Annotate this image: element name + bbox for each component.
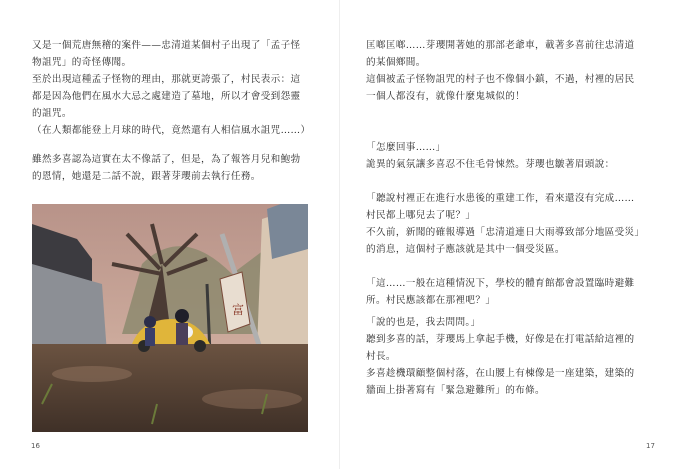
right-paragraph-6: 不久前，新聞的確報導過「忠清道連日大雨導致部分地區受災」的消息，這個村子應該就是其中一個受災區。 [366, 227, 640, 255]
right-paragraph-10: 多喜趁機環顧整個村落，在山腰上有棟像是一座建築，建築的牆面上掛著寫有「緊急避難所」的布條。 [366, 368, 635, 396]
page-number-left: 16 [31, 442, 40, 450]
car-wheel [194, 340, 206, 352]
left-paragraph-2: 至於出現這種孟子怪物的理由，那就更誇張了，村民表示：這都是因為他們在風水大忌之處建造了墓地，所以才會受到怨靈的詛咒。 [32, 74, 301, 119]
right-paragraph-3: 「怎麼回事……」 [366, 142, 446, 153]
book-gutter [339, 0, 340, 469]
left-paragraph-1: 又是一個荒唐無稽的案件——忠清道某個村子出現了「孟子怪物詛咒」的奇怪傳聞。 [32, 40, 301, 68]
puddle [52, 366, 132, 382]
page-number-right: 17 [646, 442, 655, 450]
right-paragraph-1: 匡啷匡啷……芽瓔開著她的那部老爺車，載著多喜前往忠清道的某個鄉間。 [366, 40, 635, 68]
right-paragraph-5: 「聽說村裡正在進行水患後的重建工作，看來還沒有完成……村民都上哪兒去了呢？」 [366, 193, 635, 221]
right-paragraph-8: 「說的也是，我去問問。」 [366, 317, 481, 328]
left-paragraph-4: 雖然多喜認為這實在太不像話了，但是，為了報答月兒和鮑勃的恩情，她還是二話不說，跟著芽瓔前去執行任務。 [32, 154, 301, 182]
right-paragraph-9: 聽到多喜的話，芽瓔馬上拿起手機，好像是在打電話給這裡的村長。 [366, 334, 635, 362]
right-paragraph-2: 這個被孟子怪物詛咒的村子也不像個小鎮，不過，村裡的居民一個人都沒有，就像什麼鬼城似的！ [366, 74, 635, 102]
story-illustration [32, 204, 308, 432]
character-body [176, 323, 188, 345]
banner-sign-text: 富 [232, 303, 245, 317]
right-paragraph-7: 「這……一般在這種情況下，學校的體育館都會設置臨時避難所。村民應該都在那裡吧？」 [366, 278, 635, 306]
character-body [145, 328, 155, 346]
puddle [202, 389, 302, 409]
right-paragraph-4: 詭異的氣氛讓多喜忍不住毛骨悚然。芽瓔也皺著眉頭說： [366, 159, 615, 170]
character-head [144, 316, 156, 328]
left-paragraph-3: （在人類都能登上月球的時代，竟然還有人相信風水詛咒……） [32, 125, 311, 136]
muddy-ground [32, 344, 308, 432]
character-head [175, 309, 189, 323]
